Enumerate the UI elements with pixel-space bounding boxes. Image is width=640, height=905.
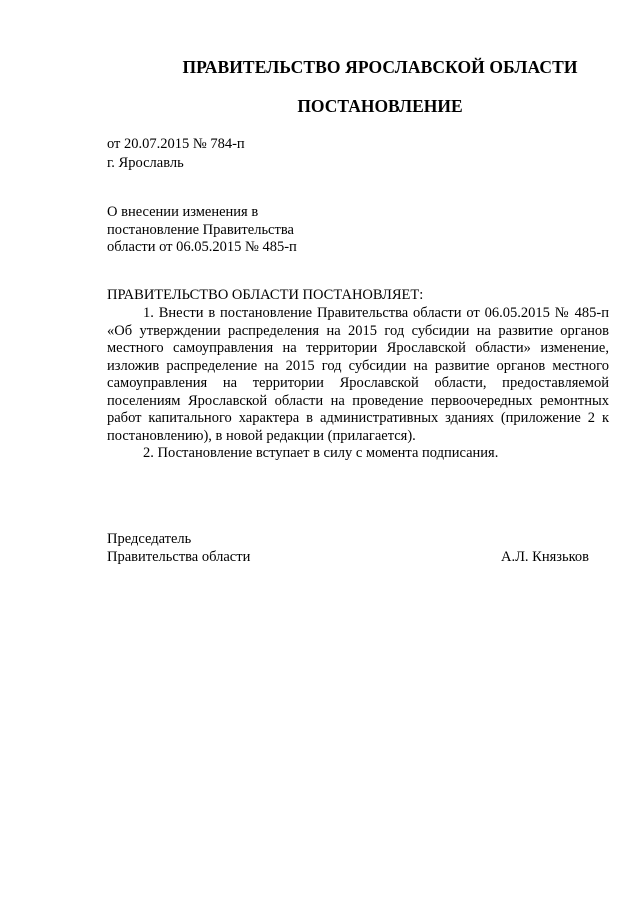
decree-paragraph-2: 2. Постановление вступает в силу с момента подписания. bbox=[143, 445, 499, 461]
subject-line: постановление Правительства bbox=[107, 221, 294, 238]
signature-position-line1: Председатель bbox=[107, 531, 192, 547]
decree-paragraph-1: 1. Внести в постановление Правительства области от 06.05.2015 № 485-п «Об утверждении распределения на 2015 год субсидии на развитие органов местного самоуправления на территории Ярославской области» изменение, изложив распределение на 2015 год субсидии на развитие органов местного самоуправления на территории Ярославской области, предоставляемой поселениям Ярославской области на проведение первоочередных ремонтных работ капитального характера в административных зданиях (приложение 2 к постановлению), в новой редакции (прилагается). bbox=[107, 305, 609, 444]
government-title: ПРАВИТЕЛЬСТВО ЯРОСЛАВСКОЙ ОБЛАСТИ bbox=[182, 57, 578, 77]
subject-line: области от 06.05.2015 № 485-п bbox=[107, 239, 297, 255]
document-type-title: ПОСТАНОВЛЕНИЕ bbox=[297, 96, 463, 116]
document-subject bbox=[107, 204, 297, 257]
signatory-name: А.Л. Князьков bbox=[500, 548, 589, 565]
city: г. Ярославль bbox=[107, 155, 184, 171]
subject-line: О внесении изменения в bbox=[107, 204, 259, 220]
decree-heading: ПРАВИТЕЛЬСТВО ОБЛАСТИ ПОСТАНОВЛЯЕТ: bbox=[107, 287, 424, 303]
signature-row bbox=[107, 549, 589, 567]
date-number: от 20.07.2015 № 784-п bbox=[107, 136, 245, 152]
decree-body bbox=[107, 305, 609, 463]
signature-position-line2: Правительства области bbox=[107, 548, 251, 565]
signature-block bbox=[107, 531, 589, 566]
document-meta bbox=[107, 135, 245, 173]
